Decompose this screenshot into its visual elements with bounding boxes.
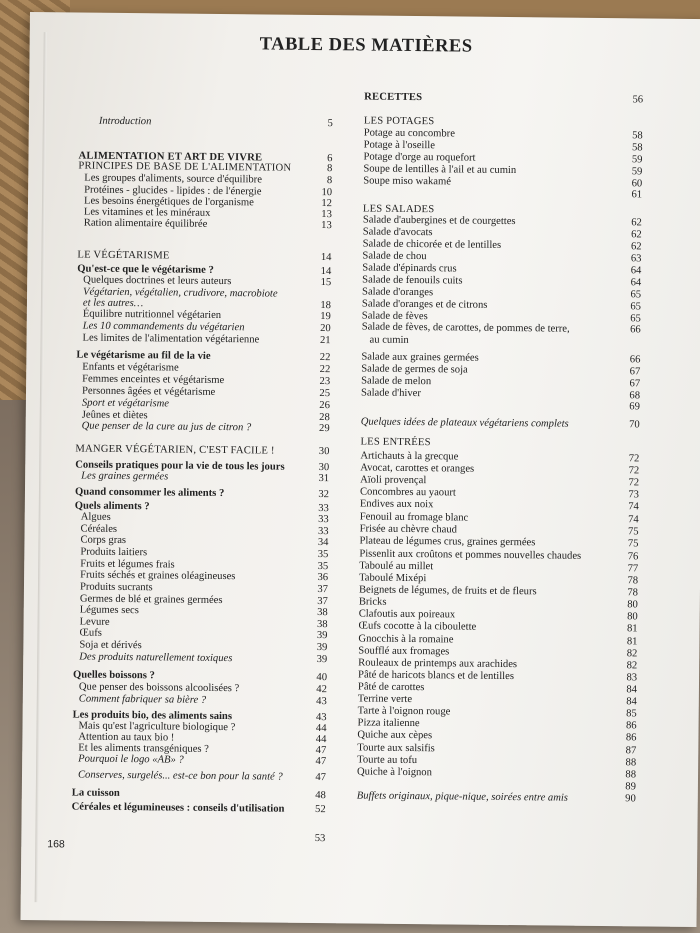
entry-page-number: 19 <box>320 311 331 323</box>
entry-title: Fruits et légumes frais <box>80 558 175 571</box>
entry-title: Quelques idées de plateaux végétariens complets <box>360 416 569 430</box>
entry-title: Quand consommer les aliments ? <box>74 486 225 500</box>
entry-page-number: 74 <box>628 501 639 513</box>
entry-title: Gnocchis à la romaine <box>358 633 454 646</box>
entry-page-number: 87 <box>625 745 637 757</box>
entry-title: Quelques doctrines et leurs auteurs <box>83 274 232 288</box>
entry-title: Pourquoi le logo «AB» ? <box>78 753 184 766</box>
entry-title: Produits laitiers <box>80 546 148 559</box>
entry-page-number: 13 <box>321 220 332 232</box>
entry-page-number: 32 <box>318 489 330 501</box>
entry-title: Salade de chou <box>362 250 427 263</box>
entry-page-number: 18 <box>320 300 331 312</box>
entry-page-number: 35 <box>317 561 329 573</box>
entry-title: Soupe miso wakamé <box>363 175 451 188</box>
entry-title: Œufs <box>79 627 102 639</box>
entry-title: Attention au taux bio ! <box>78 731 175 744</box>
entry-page-number: 65 <box>630 289 642 301</box>
entry-page-number: 33 <box>318 514 329 526</box>
entry-page-number: 37 <box>317 596 328 608</box>
entry-title: Quels aliments ? <box>74 500 150 513</box>
entry-title: Salade de fèves <box>361 310 428 323</box>
entry-page-number: 30 <box>318 462 330 474</box>
entry-title: Que penser des boissons alcoolisées ? <box>78 681 240 695</box>
entry-title: Salade d'avocats <box>362 226 433 239</box>
entry-page-number: 82 <box>626 660 638 672</box>
entry-title: Les limites de l'alimentation végétarienne <box>82 332 260 346</box>
entry-page-number: 75 <box>627 538 639 550</box>
entry-title: Personnes âgées et végétarisme <box>81 385 216 398</box>
entry-title: Le végétarisme au fil de la vie <box>76 349 211 362</box>
entry-page-number: 85 <box>626 708 637 720</box>
entry-title: Les 10 commandements du végétarien <box>82 320 245 334</box>
entry-page-number: 39 <box>316 630 328 642</box>
entry-title: Les groupes d'aliments, source d'équilibre <box>84 172 262 186</box>
entry-page-number: 14 <box>320 266 332 278</box>
entry-title: Avocat, carottes et oranges <box>360 462 475 475</box>
entry-page-number: 77 <box>627 563 639 575</box>
entry-title: Beignets de légumes, de fruits et de fleurs <box>358 584 537 598</box>
entry-title: Levure <box>79 616 110 628</box>
entry-page-number: 70 <box>629 419 640 431</box>
entry-title: Buffets originaux, pique-nique, soirées entre amis <box>356 790 569 804</box>
entry-title: LES SALADES <box>362 203 435 216</box>
entry-page-number: 76 <box>627 551 639 563</box>
entry-title: Potage au concombre <box>363 127 456 140</box>
entry-title: Salade d'oranges et de citrons <box>361 298 488 311</box>
entry-title: et les autres… <box>82 297 144 310</box>
entry-page-number: 52 <box>315 804 326 816</box>
entry-title: Quelles boissons ? <box>73 669 155 682</box>
entry-title: Salade de fèves, de carottes, de pommes de terre, <box>361 321 570 335</box>
entry-title: Tourte au tofu <box>357 754 418 767</box>
entry-title: MANGER VÉGÉTARIEN, C'EST FACILE ! <box>75 443 275 457</box>
entry-page-number: 8 <box>326 175 333 187</box>
entry-page-number: 47 <box>315 756 327 768</box>
entry-title: Œufs cocotte à la ciboulette <box>358 620 477 633</box>
entry-title: Salade de melon <box>361 375 432 388</box>
entry-page-number: 62 <box>631 229 642 241</box>
entry-page-number: 44 <box>315 723 327 735</box>
entry-page-number: 40 <box>316 672 328 684</box>
entry-page-number: 10 <box>321 187 333 199</box>
entry-page-number: 73 <box>628 489 640 501</box>
entry-title: Conseils pratiques pour la vie de tous les jours <box>75 459 285 473</box>
entry-page-number: 8 <box>327 163 333 175</box>
entry-title: Céréales et légumineuses : conseils d'utilisation <box>71 801 285 815</box>
entry-page-number: 60 <box>631 178 643 190</box>
entry-page-number: 81 <box>626 636 638 648</box>
entry-page-number: 61 <box>631 189 643 201</box>
entry-title: Salade de fenouils cuits <box>362 274 463 287</box>
entry-title: Les vitamines et les minéraux <box>83 206 211 219</box>
entry-title: Germes de blé et graines germées <box>79 593 223 607</box>
entry-title: RECETTES <box>364 91 423 104</box>
entry-page-number: 43 <box>316 696 327 708</box>
entry-page-number: 74 <box>628 514 639 526</box>
entry-title: Équilibre nutritionnel végétarien <box>82 308 222 322</box>
entry-page-number: 72 <box>628 465 640 477</box>
entry-title: au cumin <box>369 334 409 346</box>
entry-title: Conserves, surgelés... est-ce bon pour la santé ? <box>77 769 283 783</box>
entry-title: Protéines - glucides - lipides : de l'énergie <box>84 184 262 198</box>
entry-title: Potage d'orge au roquefort <box>363 151 476 164</box>
entry-page-number: 80 <box>627 611 638 623</box>
entry-page-number: 47 <box>315 772 327 784</box>
entry-page-number: 63 <box>630 253 642 265</box>
entry-page-number: 22 <box>319 352 331 364</box>
entry-page-number: 43 <box>315 712 327 724</box>
entry-title: Ration alimentaire équilibrée <box>83 217 208 230</box>
entry-title: Pâté de carottes <box>357 681 425 694</box>
entry-title: Frisée au chèvre chaud <box>359 523 458 536</box>
entry-page-number: 26 <box>319 400 330 412</box>
entry-title: Des produits naturellement toxiques <box>79 651 233 665</box>
entry-title: Céréales <box>80 523 118 535</box>
entry-title: Clafoutis aux poireaux <box>358 608 456 621</box>
entry-page-number: 66 <box>630 324 641 336</box>
entry-title: Sport et végétarisme <box>81 397 170 410</box>
entry-title: Légumes secs <box>79 604 139 617</box>
entry-page-number: 48 <box>315 790 326 802</box>
entry-title: Concombres au yaourt <box>359 486 456 499</box>
entry-title: LES ENTRÉES <box>360 436 431 449</box>
entry-page-number: 56 <box>632 94 644 106</box>
entry-page-number: 38 <box>316 619 328 631</box>
entry-title: Pizza italienne <box>357 717 420 730</box>
entry-page-number: 58 <box>632 130 643 142</box>
entry-page-number: 30 <box>318 446 330 458</box>
entry-page-number: 21 <box>319 335 331 347</box>
entry-page-number: 36 <box>317 572 329 584</box>
entry-title: Rouleaux de printemps aux arachides <box>358 657 518 671</box>
entry-page-number: 84 <box>626 696 637 708</box>
entry-title: Produits sucrants <box>79 581 153 594</box>
entry-page-number: 90 <box>625 793 636 805</box>
page-title: TABLE DES MATIÈRES <box>259 34 473 57</box>
entry-page-number: 5 <box>327 118 333 130</box>
entry-title: Quiche à l'oignon <box>357 766 432 779</box>
entry-title: Jeûnes et diètes <box>81 409 148 422</box>
entry-page-number: 31 <box>318 473 330 485</box>
entry-page-number: 42 <box>316 684 327 696</box>
entry-page-number: 72 <box>628 453 640 465</box>
entry-title: Et les aliments transgéniques ? <box>78 742 209 755</box>
entry-page-number: 82 <box>626 648 638 660</box>
entry-page-number: 86 <box>625 732 637 744</box>
entry-title: Bricks <box>358 596 387 608</box>
entry-page-number: 15 <box>320 277 332 289</box>
entry-title: Quiche aux cèpes <box>357 729 433 742</box>
entry-page-number: 84 <box>626 684 637 696</box>
entry-title: Soja et dérivés <box>79 639 142 652</box>
entry-page-number: 66 <box>629 354 641 366</box>
entry-title: Les besoins énergétiques de l'organisme <box>83 195 254 209</box>
entry-title: Fenouil au fromage blanc <box>359 511 469 524</box>
entry-page-number: 89 <box>625 781 636 793</box>
entry-title: PRINCIPES DE BASE DE L'ALIMENTATION <box>78 160 292 174</box>
entry-page-number: 12 <box>321 198 333 210</box>
entry-page-number: 59 <box>631 166 643 178</box>
entry-title: Salade d'hiver <box>360 387 421 400</box>
entry-title: Femmes enceintes et végétarisme <box>82 373 225 387</box>
entry-page-number: 35 <box>317 549 329 561</box>
entry-title: Introduction <box>98 115 152 128</box>
entry-title: Corps gras <box>80 534 127 547</box>
entry-title: Taboulé au millet <box>359 560 434 573</box>
entry-page-number: 88 <box>625 757 637 769</box>
entry-page-number: 65 <box>630 313 641 325</box>
entry-page-number: 13 <box>321 209 332 221</box>
entry-title: Salade de germes de soja <box>361 363 468 376</box>
entry-title: Endives aux noix <box>359 498 434 511</box>
entry-title: Soufflé aux fromages <box>358 645 450 658</box>
entry-page-number: 37 <box>317 584 329 596</box>
entry-title: Les graines germées <box>81 470 169 483</box>
entry-title: Salade d'épinards crus <box>362 262 457 275</box>
entry-title: LE VÉGÉTARISME <box>77 249 170 262</box>
entry-title: ALIMENTATION ET ART DE VIVRE <box>78 150 263 164</box>
entry-page-number: 28 <box>319 412 330 424</box>
entry-page-number: 22 <box>319 364 331 376</box>
entry-page-number: 38 <box>317 607 328 619</box>
entry-page-number: 64 <box>630 277 642 289</box>
entry-page-number: 59 <box>631 154 643 166</box>
entry-title: Pâté de haricots blancs et de lentilles <box>358 669 515 683</box>
entry-page-number: 65 <box>630 301 642 313</box>
entry-page-number: 62 <box>631 217 642 229</box>
entry-title: Enfants et végétarisme <box>82 361 179 374</box>
entry-page-number: 81 <box>626 623 638 635</box>
entry-page-number: 20 <box>320 323 331 335</box>
entry-title: Plateau de légumes crus, graines germées <box>359 535 536 549</box>
entry-title: Salade aux graines germées <box>361 351 479 364</box>
entry-page-number: 62 <box>630 241 642 253</box>
entry-page-number: 67 <box>629 378 641 390</box>
entry-title: Artichauts à la grecque <box>360 450 459 463</box>
entry-title: Salade de chicorée et de lentilles <box>362 238 502 251</box>
entry-page-number: 88 <box>625 769 637 781</box>
entry-page-number: 68 <box>629 390 641 402</box>
entry-page-number: 86 <box>625 720 637 732</box>
entry-page-number: 58 <box>631 142 643 154</box>
entry-page-number: 6 <box>327 153 333 165</box>
entry-page-number: 14 <box>320 252 332 264</box>
entry-page-number: 29 <box>319 423 330 435</box>
entry-title: Mais qu'est l'agriculture biologique ? <box>78 720 236 734</box>
entry-page-number: 53 <box>314 833 326 845</box>
entry-title: Potage à l'oseille <box>363 139 436 152</box>
entry-title: Salade d'oranges <box>362 286 434 299</box>
page-number: 168 <box>47 838 65 851</box>
entry-title: Végétarien, végétalien, crudivore, macrobiote <box>83 286 278 300</box>
entry-page-number: 69 <box>629 401 640 413</box>
entry-page-number: 67 <box>629 366 641 378</box>
entry-title: Aïoli provençal <box>360 474 427 487</box>
entry-page-number: 33 <box>318 503 329 515</box>
entry-page-number: 25 <box>319 388 331 400</box>
entry-page-number: 80 <box>627 599 638 611</box>
entry-page-number: 47 <box>315 745 327 757</box>
entry-page-number: 44 <box>315 734 327 746</box>
entry-page-number: 34 <box>317 537 329 549</box>
entry-title: Salade d'aubergines et de courgettes <box>362 214 516 228</box>
entry-title: La cuisson <box>71 787 120 799</box>
entry-title: Pissenlit aux croûtons et pommes nouvelles chaudes <box>359 548 582 562</box>
entry-page-number: 75 <box>627 526 639 538</box>
entry-page-number: 83 <box>626 672 638 684</box>
entry-title: Terrine verte <box>357 693 413 706</box>
entry-page-number: 39 <box>316 642 328 654</box>
entry-page-number: 78 <box>627 587 639 599</box>
entry-title: Taboulé Mixépi <box>359 572 427 585</box>
entry-page-number: 72 <box>628 477 640 489</box>
entry-title: Fruits séchés et graines oléagineuses <box>80 569 236 583</box>
entry-title: Tourte aux salsifis <box>357 742 435 755</box>
entry-title: Les produits bio, des aliments sains <box>72 709 233 723</box>
entry-page-number: 64 <box>630 265 642 277</box>
entry-page-number: 33 <box>317 526 329 538</box>
page-edge <box>35 32 47 902</box>
entry-title: Comment fabriquer sa bière ? <box>78 693 207 706</box>
entry-title: Que penser de la cure au jus de citron ? <box>81 420 252 434</box>
entry-title: Algues <box>80 511 111 523</box>
book-page <box>20 12 700 927</box>
entry-title: Tarte à l'oignon rouge <box>357 705 451 718</box>
entry-page-number: 39 <box>316 654 328 666</box>
entry-title: LES POTAGES <box>363 115 435 128</box>
entry-page-number: 78 <box>627 575 639 587</box>
entry-title: Qu'est-ce que le végétarisme ? <box>77 263 214 276</box>
entry-title: Soupe de lentilles à l'ail et au cumin <box>363 163 517 177</box>
entry-page-number: 23 <box>319 376 331 388</box>
